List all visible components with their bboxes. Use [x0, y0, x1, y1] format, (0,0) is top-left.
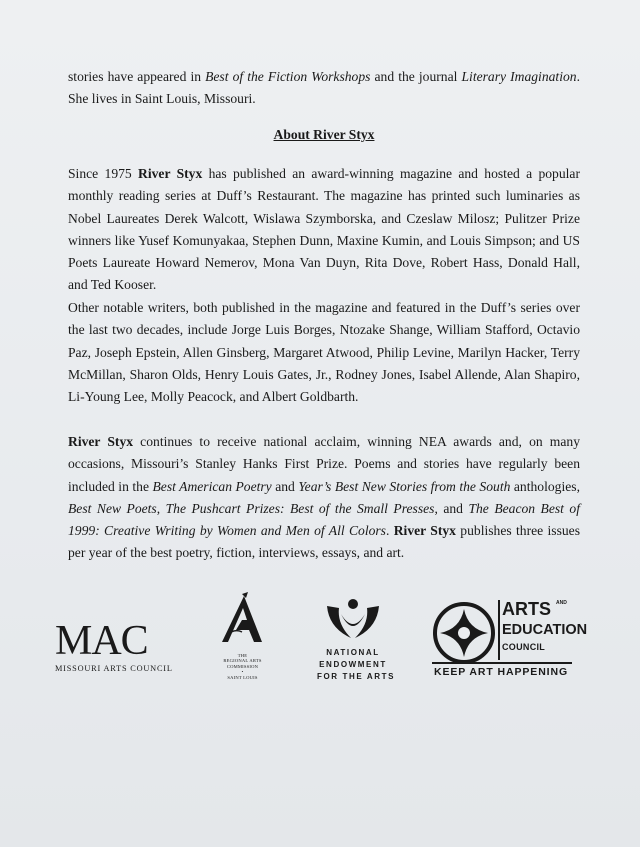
nea-line: FOR THE ARTS [317, 672, 396, 681]
aec-divider [498, 600, 500, 660]
river-styx-bold: River Styx [393, 523, 456, 539]
aec-word-arts: ARTS [502, 599, 551, 619]
rac-line: SAINT LOUIS [227, 674, 258, 680]
intro-title-italic: Best of the Fiction Workshops [205, 69, 371, 84]
paragraph-acclaim [68, 431, 580, 565]
anthology-italic: The Pushcart Prizes: Best of the Small Presses [165, 500, 435, 516]
nea-line: NATIONAL [326, 648, 380, 657]
aec-rule [432, 662, 572, 664]
paragraph-history [68, 163, 580, 297]
paragraph-text: publishes three issues per year of the best poetry, fiction, interviews, essays, and art. [68, 523, 580, 561]
missouri-arts-council-logo [55, 618, 173, 680]
anthology-italic: The Beacon Best of 1999: Creative Writing by Women and Men of All Colors [68, 500, 581, 539]
nea-emblem-icon [325, 598, 381, 642]
river-styx-bold: River Styx [68, 434, 134, 449]
anthology-italic: Best New Poets [68, 500, 157, 516]
aec-word-education: EDUCATION [502, 622, 588, 638]
paragraph-text: , [156, 500, 166, 516]
arts-education-council-logo [430, 598, 588, 684]
paragraph-writers [68, 297, 580, 408]
rac-line: • [241, 669, 244, 675]
regional-arts-commission-logo [215, 590, 270, 685]
aec-word-council: COUNCIL [502, 642, 546, 652]
intro-journal-italic: Literary Imagination [461, 69, 577, 84]
rac-logo-text [215, 653, 270, 680]
paragraph-text: Other notable writers, both published in the magazine and featured in the Duff’s series over the last two decades, include Jorge Luis Borges, Ntozake Shange, William Stafford, Octavio Paz, Joseph Epstein, Allen Ginsberg, Margaret Atwood, Philip Levine, Marilyn Hacker, Terry McMillan, Sharon Olds, Henry Louis Gates, Jr., Rodney Jones, Isabel Allende, Alan Shapiro, Li-Young Lee, Molly Peacock, and Albert Goldbarth. [68, 300, 580, 405]
nea-line: ENDOWMENT [319, 660, 387, 669]
rac-line: THE [237, 653, 248, 658]
paragraph-text: Since 1975 [68, 166, 139, 181]
intro-text: . She lives in Saint Louis, Missouri. [68, 69, 580, 107]
intro-text: and the journal [370, 69, 462, 84]
section-heading: About River Styx [273, 127, 375, 142]
rac-line: COMMISSION [226, 663, 259, 669]
intro-paragraph [68, 66, 580, 111]
rac-a-icon [218, 590, 268, 648]
paragraph-text: , and [434, 500, 469, 516]
mac-logo-letters: MAC [55, 618, 148, 664]
anthology-italic: Best American Poetry [152, 478, 272, 494]
rac-line: REGIONAL ARTS [223, 658, 262, 664]
aec-tagline: KEEP ART HAPPENING [434, 666, 569, 678]
aec-emblem-icon [432, 601, 496, 665]
paragraph-text: anthologies, [510, 478, 580, 494]
paragraph-text: has published an award-winning magazine and hosted a popular monthly reading series at Duff’s Restaurant. The magazine has printed such luminaries as Nobel Laureates Derek Walcott, Wislawa Szymborska, and Czeslaw Milosz; Pulitzer Prize winners like Yusef Komunyakaa, Stephen Dunn, Maxine Kumin, and Louis Simpson; and US Poets Laureate Howard Nemerov, Mona Van Duyn, Rita Dove, Robert Hass, Donald Hall, and Ted Kooser. [68, 166, 580, 293]
paragraph-text: continues to receive national acclaim, winning NEA awards and, on many occasions, Missouri’s Stanley Hanks First Prize. Poems and stories have regularly been included in the [68, 434, 580, 494]
anthology-italic: Year’s Best New Stories from the South [298, 478, 511, 494]
aec-word-and: AND [556, 600, 567, 606]
paragraph-text: . [385, 523, 394, 539]
intro-text: stories have appeared in [68, 69, 206, 84]
river-styx-bold: River Styx [138, 166, 203, 181]
mac-logo-name: MISSOURI ARTS COUNCIL [55, 664, 173, 673]
paragraph-text: and [271, 478, 299, 494]
nea-logo [317, 598, 396, 683]
